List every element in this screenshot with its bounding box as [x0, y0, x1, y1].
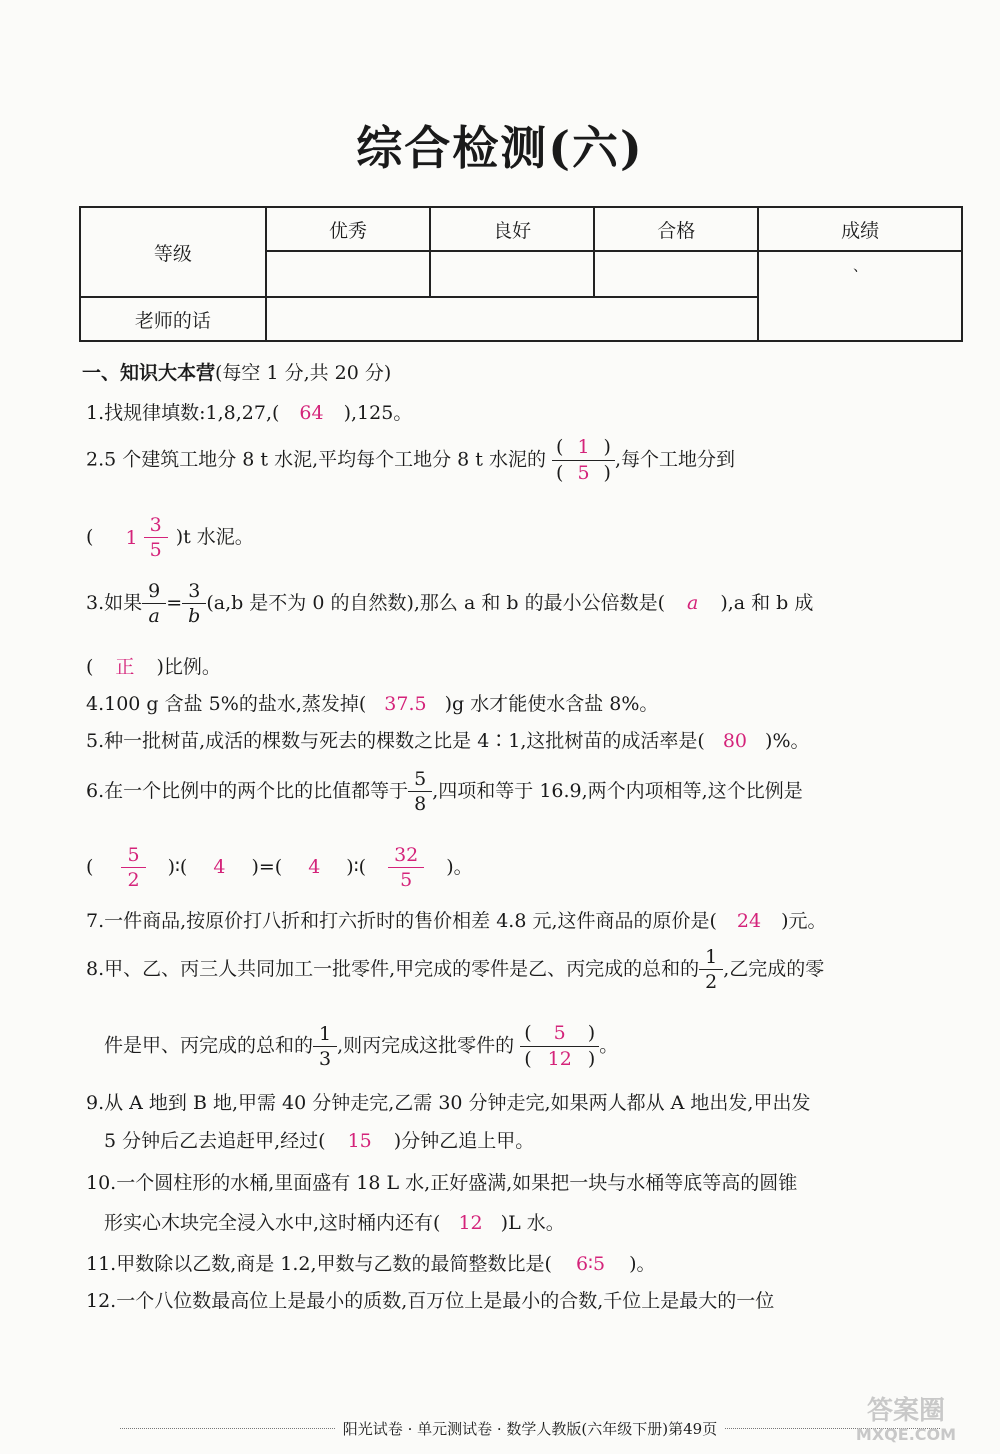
q7-text-b: )元。 [781, 910, 827, 932]
q3-text-c: ),a 和 b 成 [720, 592, 814, 614]
q6-f-num: 5 [408, 770, 432, 792]
section-note: (每空 1 分,共 20 分) [215, 362, 392, 384]
q4-answer: 37.5 [384, 693, 427, 715]
q1-answer: 64 [299, 402, 324, 424]
grade-label: 等级 [153, 242, 192, 265]
q3-text-b: (a,b 是不为 0 的自然数),那么 a 和 b 的最小公倍数是( [206, 592, 665, 614]
q9-answer: 15 [347, 1130, 372, 1152]
section-title-text: 一、知识大本营 [82, 362, 216, 384]
q8-f1-den: 2 [705, 971, 718, 993]
q10-answer: 12 [458, 1212, 483, 1234]
q5-text-a: 5.种一批树苗,成活的棵数与死去的棵数之比是 4∶1,这批树苗的成活率是( [86, 730, 705, 752]
q11-answer: 6∶5 [575, 1253, 606, 1275]
q6-a1-num: 5 [121, 846, 145, 868]
q5-answer: 80 [722, 730, 748, 752]
q8-f2-den: 3 [319, 1047, 332, 1070]
q2-text-b: ,每个工地分到 [614, 448, 736, 471]
q6-sep-1: )∶( [167, 856, 188, 878]
q8-f1-num: 1 [699, 948, 723, 970]
question-8 [86, 948, 824, 992]
footer-text: 阳光试卷 · 单元测试卷 · 数学人教版(六年级下册)第49页 [342, 1420, 718, 1438]
q5-text-b: )%。 [765, 730, 810, 752]
q3-fraction-1 [142, 582, 166, 626]
grade-table [79, 206, 963, 342]
q6-text-a: 6.在一个比例中的两个比的比值都等于 [86, 780, 409, 802]
question-7 [86, 906, 827, 933]
q1-text-a: 1.找规律填数:1,8,27,( [86, 402, 280, 424]
q3-eq: = [166, 592, 183, 614]
teacher-comment-cell[interactable] [266, 297, 758, 341]
page-title: 综合检测(六) [356, 121, 644, 175]
question-3-line2: ( 正 )比例。 [86, 656, 221, 678]
question-5 [86, 726, 810, 753]
q6-answer-1 [121, 846, 145, 890]
q1-text-b: ),125。 [343, 402, 413, 424]
q8-text-c: 件是甲、丙完成的总和的 [104, 1034, 314, 1057]
q8-text-d: ,则丙完成这批零件的 [337, 1034, 515, 1057]
level-good: 良好 [430, 207, 594, 251]
question-6 [86, 770, 803, 814]
question-12 [86, 1286, 774, 1313]
q2-mixed-fraction [144, 516, 168, 560]
q3-text-d: )比例。 [156, 656, 221, 678]
q3-fraction-2 [182, 582, 206, 626]
q6-end: )。 [446, 856, 473, 878]
q2-answer-fraction: $\frac{( 1 )}{( 5 )}$ [552, 438, 615, 483]
q9-text-c: )分钟乙追上甲。 [393, 1130, 535, 1152]
q6-sep-2: )=( [251, 856, 283, 878]
q11-text-a: 11.甲数除以乙数,商是 1.2,甲数与乙数的最简整数比是( [86, 1253, 552, 1275]
footer-dots-left [120, 1428, 335, 1429]
question-8-line2 [104, 1024, 618, 1069]
grade-label-cell [80, 207, 266, 297]
question-1 [86, 398, 412, 425]
level-good-cell[interactable] [430, 251, 594, 297]
q4-text-b: )g 水才能使水含盐 8%。 [444, 693, 659, 715]
watermark-logo [818, 1396, 994, 1450]
teacher-label: 老师的话 [80, 297, 266, 341]
q7-text-a: 7.一件商品,按原价打八折和打六折时的售价相差 4.8 元,这件商品的原价是( [86, 910, 717, 932]
q6-a4-num: 32 [388, 846, 424, 868]
question-3 [86, 582, 813, 626]
q3-answer-2: 正 [115, 656, 135, 678]
q12-text-a: 12.一个八位数最高位上是最小的质数,百万位上是最小的合数,千位上是最大的一位 [86, 1290, 775, 1312]
q8-answer-den: 12 [547, 1048, 572, 1070]
q6-answer-2: 4 [213, 856, 226, 878]
q6-f-den: 8 [414, 793, 427, 815]
page-footer [120, 1418, 940, 1439]
q8-text-e: 。 [599, 1034, 619, 1057]
q4-text-a: 4.100 g 含盐 5%的盐水,蒸发掉( [86, 693, 367, 715]
q10-text-a: 10.一个圆柱形的水桶,里面盛有 18 L 水,正好盛满,如果把一块与水桶等底等高的圆锥 [86, 1172, 798, 1194]
question-2 [86, 438, 735, 483]
q9-text-a: 9.从 A 地到 B 地,甲需 40 分钟走完,乙需 30 分钟走完,如果两人都从 A 地出发,甲出发 [86, 1092, 811, 1114]
q11-text-b: )。 [629, 1253, 656, 1275]
q8-text-a: 8.甲、乙、丙三人共同加工一批零件,甲完成的零件是乙、丙完成的总和的 [86, 958, 700, 980]
section-title [82, 358, 391, 385]
score-cell[interactable] [758, 251, 962, 341]
level-pass: 合格 [594, 207, 758, 251]
q2-text-a: 2.5 个建筑工地分 8 t 水泥,平均每个工地分 8 t 水泥的 [86, 448, 546, 471]
q8-answer-fraction: $\frac{( 5 )}{( 12 )}$ [520, 1024, 599, 1069]
q8-f2-num: 1 [313, 1025, 337, 1047]
q3-f2-num: 3 [182, 582, 206, 604]
score-label: 成绩 [758, 207, 962, 251]
question-10 [86, 1168, 797, 1195]
q2-text-c: )t 水泥。 [175, 526, 254, 548]
q6-sep-3: )∶( [346, 856, 367, 878]
q9-text-b: 5 分钟后乙去追赶甲,经过( [104, 1130, 326, 1152]
level-excellent-cell[interactable] [266, 251, 430, 297]
watermark-line1: 答案圈 [866, 1396, 945, 1426]
q2-mixed-whole: 1 [125, 527, 138, 549]
q6-a4-den: 5 [400, 869, 413, 891]
q7-answer: 24 [736, 910, 762, 932]
q3-f2-den: b [188, 605, 201, 627]
q10-text-b: 形实心木块完全浸入水中,这时桶内还有( [104, 1212, 441, 1234]
q8-text-b: ,乙完成的零 [723, 958, 825, 980]
question-2-line2: ( 1 $\frac{3}{5}$ )t 水泥。 [86, 514, 254, 561]
q3-f1-num: 9 [142, 582, 166, 604]
q2-answer-num: 1 [577, 436, 590, 458]
q2-mixed-num: 3 [144, 516, 168, 538]
q2-mixed-den: 5 [149, 539, 162, 561]
level-pass-cell[interactable] [594, 251, 758, 297]
q8-answer-num: 5 [553, 1022, 566, 1044]
q6-answer-3: 4 [308, 856, 321, 878]
q8-fraction-1 [699, 948, 723, 992]
q6-answer-4 [388, 846, 424, 890]
q2-mixed-answer [99, 516, 175, 560]
question-10-line2 [104, 1208, 565, 1235]
q6-a1-den: 2 [127, 869, 140, 891]
question-11 [86, 1249, 656, 1276]
question-6-line2: ( $\frac{5}{2}$ )∶( 4 )=( 4 )∶( $\frac{32}{5}$ )。 [86, 844, 473, 891]
question-9-line2 [104, 1126, 534, 1153]
q8-fraction-2 [313, 1022, 337, 1070]
q3-f1-den: a [148, 605, 160, 627]
level-excellent: 优秀 [266, 207, 430, 251]
q3-text-a: 3.如果 [86, 592, 143, 614]
q3-answer-1: a [687, 592, 699, 614]
q6-fraction [408, 770, 432, 814]
q2-answer-den: 5 [577, 462, 590, 484]
watermark-line2: MXQE.COM [855, 1425, 957, 1444]
q10-text-c: )L 水。 [500, 1212, 565, 1234]
q6-text-b: ,四项和等于 16.9,两个内项相等,这个比例是 [432, 780, 803, 802]
question-9 [86, 1088, 810, 1115]
question-4 [86, 689, 658, 716]
score-mark: 、 [853, 259, 868, 275]
